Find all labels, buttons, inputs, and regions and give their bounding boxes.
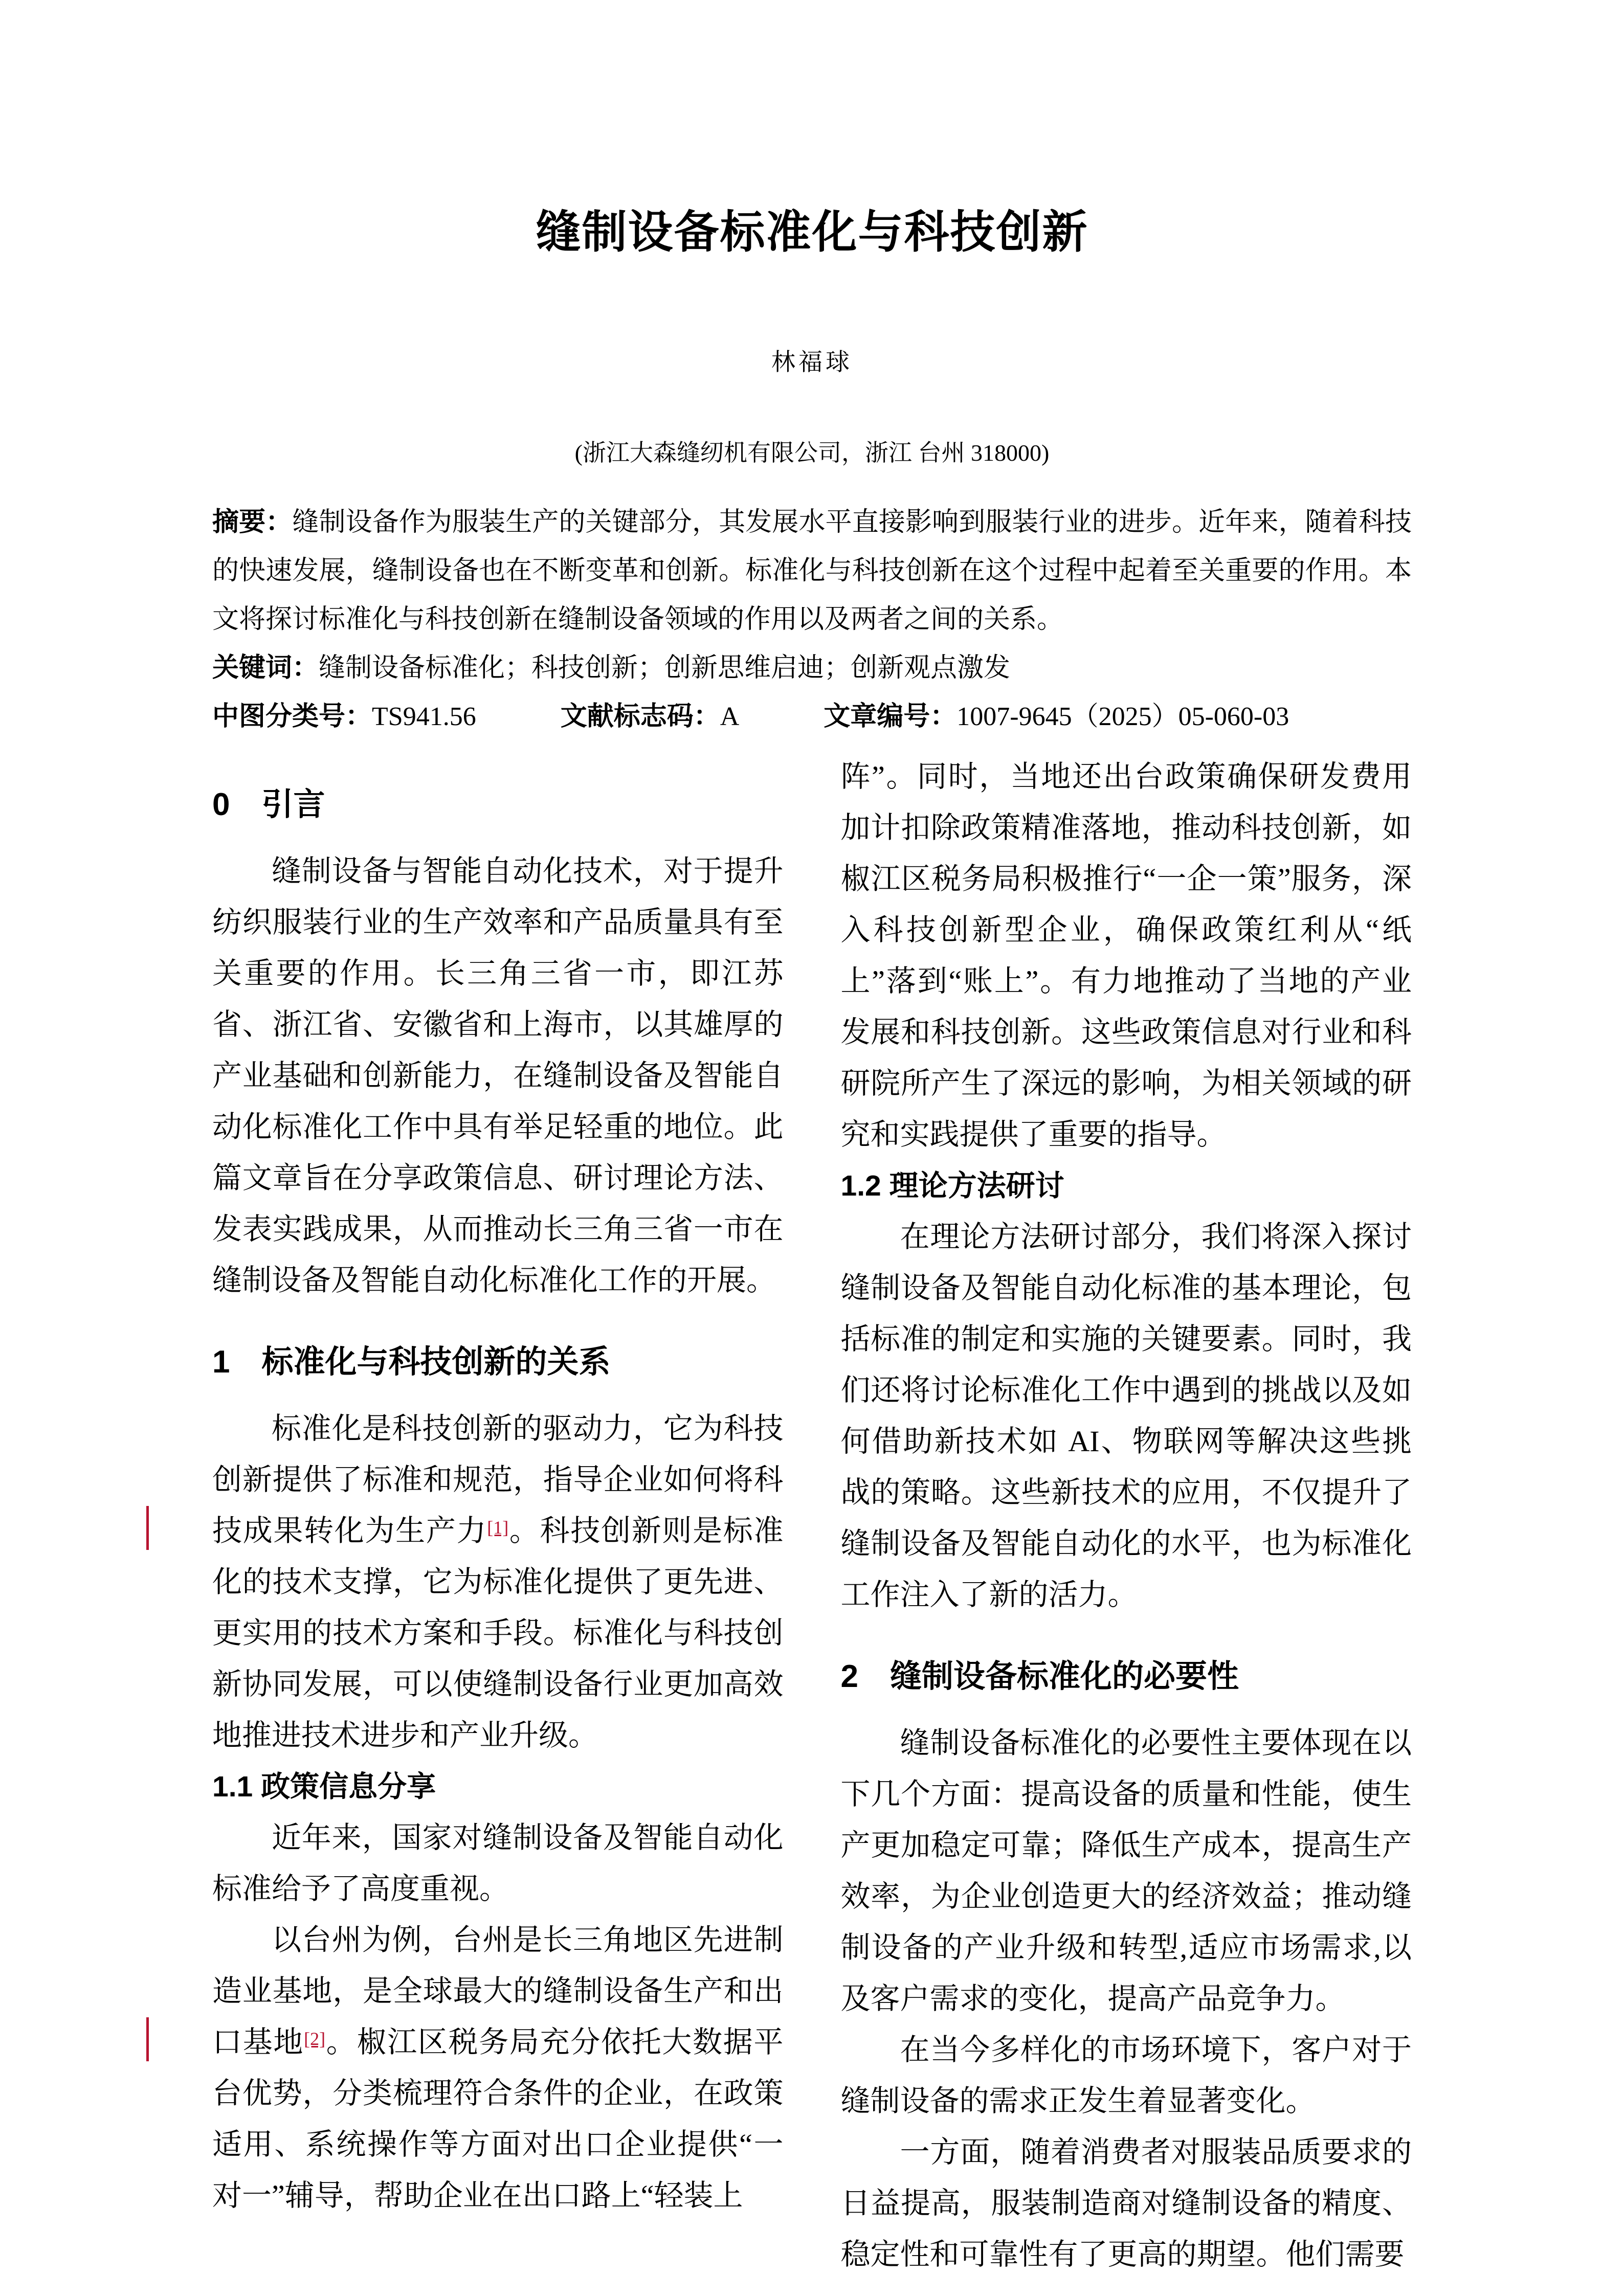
- clc-number: [212, 692, 476, 741]
- subsection-1-2-paragraph: 在理论方法研讨部分，我们将深入探讨缝制设备及智能自动化标准的基本理论，包括标准的制定和实施的关键要素。同时，我们还将讨论标准化工作中遇到的挑战以及如何借助新技术如 AI、物联网等解决这些挑战的策略。这些新技术的应用，不仅提升了缝制设备及智能自动化的水平，也为标准化工作注入了新的活力。: [840, 1220, 1412, 1611]
- section-1-text-a: 标准化是科技创新的驱动力，它为科技创新提供了标准和规范，指导企业如何将科技成果转化为生产力: [212, 1412, 784, 1547]
- subsection-1-1-paragraph-2: [212, 1915, 784, 2221]
- citation-1[interactable]: [1]: [487, 1517, 509, 1538]
- section-1-paragraph: [212, 1403, 784, 1761]
- document-code: [561, 692, 740, 741]
- paper-title: 缝制设备标准化与科技创新: [536, 207, 1088, 257]
- front-matter: [212, 498, 1412, 741]
- subsection-1-1-paragraph-1: 近年来，国家对缝制设备及智能自动化标准给予了高度重视。: [212, 1821, 784, 1905]
- section-2-paragraph-1: 缝制设备标准化的必要性主要体现在以下几个方面：提高设备的质量和性能，使生产更加稳定可靠；降低生产成本，提高生产效率，为企业创造更大的经济效益；推动缝制设备的产业升级和转型,适应市场需求,以及客户需求的变化，提高产品竞争力。: [840, 1726, 1412, 2015]
- section-heading-1: 1 标准化与科技创新的关系: [212, 1344, 611, 1380]
- subsection-1-1-text-a: 以台州为例，台州是长三角地区先进制造业基地，是全球最大的缝制设备生产和出口基地: [212, 1923, 784, 2059]
- right-column: [841, 751, 1412, 2280]
- two-column-body: [212, 751, 1412, 2280]
- section-2-paragraph-2: 在当今多样化的市场环境下，客户对于缝制设备的需求正发生着显著变化。: [840, 2033, 1412, 2118]
- abstract-paragraph: [212, 498, 1412, 644]
- keywords-label: 关键词：: [212, 653, 319, 683]
- citation-2[interactable]: [2]: [304, 2029, 326, 2049]
- article-id: [824, 692, 1289, 741]
- section-heading-intro: 0 引言: [212, 787, 325, 822]
- author-affiliation: (浙江大森缝纫机有限公司，浙江 台州 318000): [574, 440, 1050, 466]
- section-heading-2: 2 缝制设备标准化的必要性: [840, 1659, 1239, 1694]
- article-id-value: 1007-9645（2025）05-060-03: [956, 702, 1289, 731]
- left-column: [212, 751, 784, 2280]
- clc-value: TS941.56: [372, 702, 476, 731]
- change-bar-1: [146, 1506, 149, 1550]
- intro-paragraph: 缝制设备与智能自动化技术，对于提升纺织服装行业的生产效率和产品质量具有至关重要的作用。长三角三省一市，即江苏省、浙江省、安徽省和上海市，以其雄厚的产业基础和创新能力，在缝制设备及智能自动化标准化工作中具有举足轻重的地位。此篇文章旨在分享政策信息、研讨理论方法、发表实践成果，从而推动长三角三省一市在缝制设备及智能自动化标准化工作的开展。: [212, 854, 784, 1297]
- abstract-text: 缝制设备作为服装生产的关键部分，其发展水平直接影响到服装行业的进步。近年来，随着科技的快速发展，缝制设备也在不断变革和创新。标准化与科技创新在这个过程中起着至关重要的作用。本文将探讨标准化与科技创新在缝制设备领域的作用以及两者之间的关系。: [212, 508, 1412, 634]
- keywords-paragraph: [212, 644, 1412, 692]
- author-name: 林福球: [771, 349, 853, 376]
- continuation-paragraph: 阵”。同时，当地还出台政策确保研发费用加计扣除政策精准落地，推动科技创新，如椒江区税务局积极推行“一企一策”服务，深入科技创新型企业，确保政策红利从“纸上”落到“账上”。有力地推动了当地的产业发展和科技创新。这些政策信息对行业和科研院所产生了深远的影响，为相关领域的研究和实践提供了重要的指导。: [840, 760, 1412, 1151]
- section-2-paragraph-3: 一方面，随着消费者对服装品质要求的日益提高，服装制造商对缝制设备的精度、稳定性和可靠性有了更高的期望。他们需要: [840, 2135, 1412, 2271]
- subsection-heading-1-1: 1.1 政策信息分享: [212, 1770, 436, 1803]
- subsection-1-1-text-b: 。椒江区税务局充分依托大数据平台优势，分类梳理符合条件的企业，在政策适用、系统操作等方面对出口企业提供“一对一”辅导，帮助企业在出口路上“轻装上: [212, 2025, 784, 2212]
- section-1-text-b: 。科技创新则是标准化的技术支撑，它为标准化提供了更先进、更实用的技术方案和手段。标准化与科技创新协同发展，可以使缝制设备行业更加高效地推进技术进步和产业升级。: [212, 1514, 784, 1752]
- document-code-value: A: [720, 702, 740, 731]
- classification-line: [212, 692, 1412, 741]
- article-id-label: 文章编号：: [824, 702, 957, 731]
- document-code-label: 文献标志码：: [560, 702, 720, 731]
- keywords-text: 缝制设备标准化；科技创新；创新思维启迪；创新观点激发: [319, 654, 1011, 683]
- subsection-heading-1-2: 1.2 理论方法研讨: [840, 1169, 1064, 1202]
- change-bar-2: [146, 2017, 149, 2061]
- clc-label: 中图分类号：: [212, 702, 372, 731]
- abstract-label: 摘要：: [212, 507, 293, 537]
